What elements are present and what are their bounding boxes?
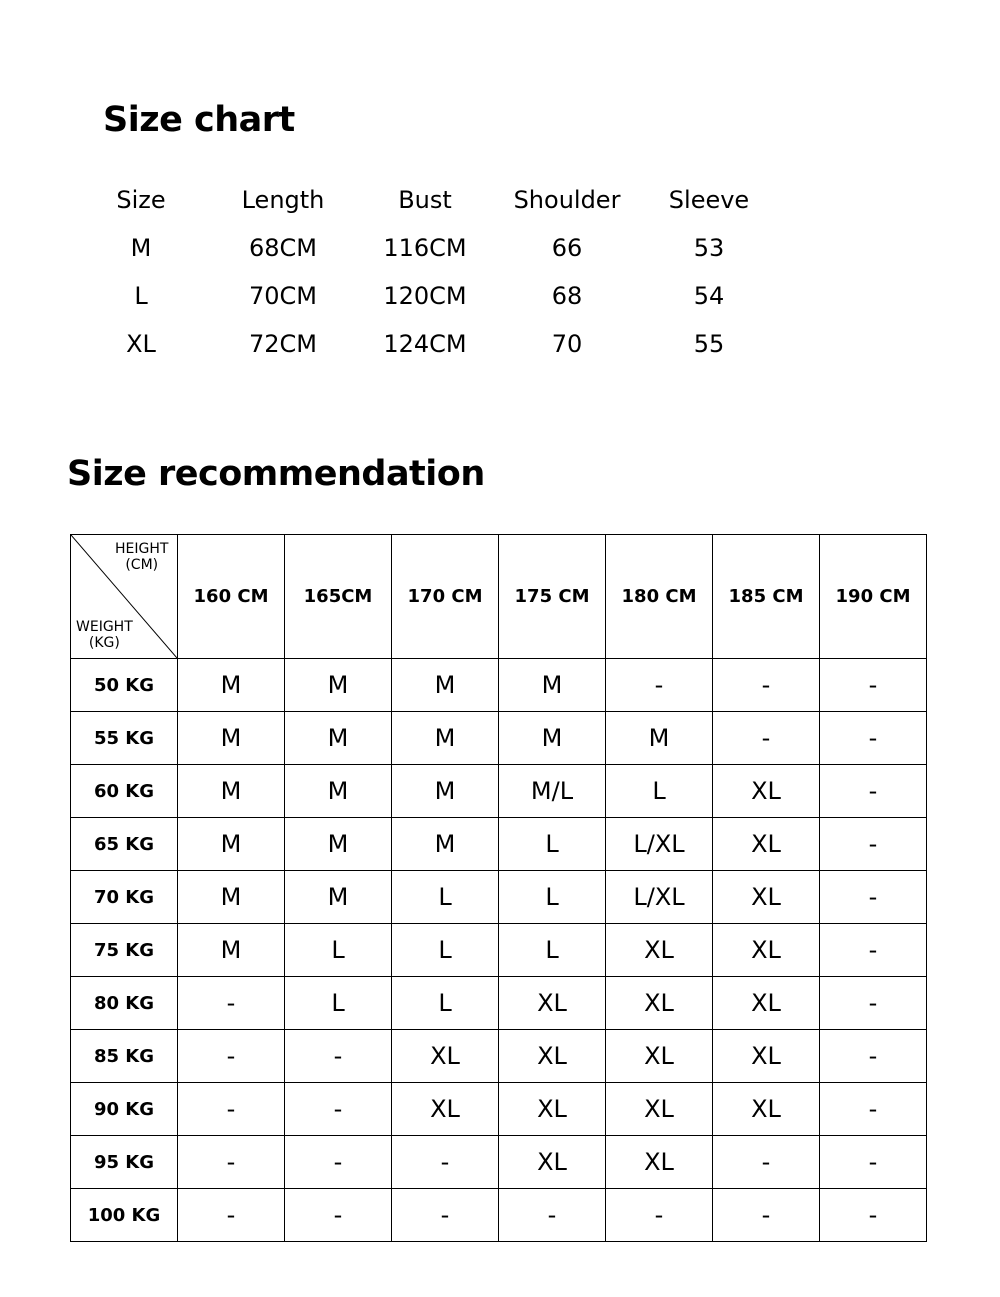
recommended-size-cell: L (499, 924, 606, 977)
weight-row-label: 65 KG (71, 818, 178, 871)
size-chart-title: Size chart (103, 100, 295, 140)
size-chart-cell: 120CM (383, 282, 467, 310)
recommended-size-cell: M (178, 712, 285, 765)
recommended-size-cell: M (178, 924, 285, 977)
recommended-size-cell: - (820, 818, 927, 871)
size-chart-cell: 70 (551, 330, 583, 358)
recommended-size-cell: XL (499, 977, 606, 1030)
size-chart-cell: 54 (693, 282, 725, 310)
recommended-size-cell: - (713, 1136, 820, 1189)
size-chart-cell: 124CM (383, 330, 467, 358)
height-column-header: 170 CM (392, 535, 499, 659)
weight-axis-label (76, 619, 133, 651)
recommended-size-cell: XL (713, 1083, 820, 1136)
recommended-size-cell: - (820, 1083, 927, 1136)
recommended-size-cell: - (820, 712, 927, 765)
height-column-header: 185 CM (713, 535, 820, 659)
recommended-size-cell: M (606, 712, 713, 765)
size-chart-cell: 72CM (248, 330, 317, 358)
size-chart-row (70, 224, 780, 272)
size-chart-cell: L (134, 282, 148, 310)
size-chart-cell: 70CM (248, 282, 317, 310)
size-recommendation-table (70, 534, 927, 1242)
recommended-size-cell: L/XL (606, 871, 713, 924)
recommended-size-cell: - (713, 659, 820, 712)
size-chart-cell: 116CM (383, 234, 467, 262)
recommended-size-cell: XL (606, 1083, 713, 1136)
weight-row-label: 50 KG (71, 659, 178, 712)
height-axis-label (115, 541, 168, 573)
recommended-size-cell: XL (392, 1030, 499, 1083)
weight-row (71, 1030, 927, 1083)
size-chart-cell: M (130, 234, 152, 262)
weight-row (71, 871, 927, 924)
weight-row-label: 70 KG (71, 871, 178, 924)
recommended-size-cell: - (820, 765, 927, 818)
recommended-size-cell: L/XL (606, 818, 713, 871)
weight-label-text: WEIGHT (76, 619, 133, 635)
size-recommendation-title: Size recommendation (67, 454, 485, 494)
weight-row-label: 85 KG (71, 1030, 178, 1083)
recommended-size-cell: L (392, 977, 499, 1030)
recommended-size-cell: - (285, 1189, 392, 1242)
size-chart-cell: 68 (551, 282, 583, 310)
recommended-size-cell: XL (606, 977, 713, 1030)
size-chart-header: Size (116, 186, 166, 214)
recommended-size-cell: M (499, 659, 606, 712)
height-column-header: 190 CM (820, 535, 927, 659)
height-unit-text: (CM) (125, 557, 159, 573)
recommended-size-cell: - (820, 977, 927, 1030)
recommended-size-cell: XL (713, 871, 820, 924)
recommended-size-cell: - (606, 1189, 713, 1242)
recommended-size-cell: XL (606, 1030, 713, 1083)
size-chart-cell: 68CM (248, 234, 317, 262)
weight-unit-text: (KG) (88, 635, 120, 651)
size-chart-cell: 55 (693, 330, 725, 358)
recommended-size-cell: XL (606, 1136, 713, 1189)
recommended-size-cell: XL (713, 924, 820, 977)
weight-row-label: 90 KG (71, 1083, 178, 1136)
weight-row-label: 55 KG (71, 712, 178, 765)
recommended-size-cell: L (392, 871, 499, 924)
recommended-size-cell: M (392, 818, 499, 871)
recommended-size-cell: - (820, 871, 927, 924)
recommended-size-cell: - (178, 1030, 285, 1083)
weight-row (71, 659, 927, 712)
recommended-size-cell: - (820, 1030, 927, 1083)
height-label-text: HEIGHT (115, 541, 169, 557)
recommended-size-cell: XL (713, 1030, 820, 1083)
recommended-size-cell: M (178, 659, 285, 712)
recommended-size-cell: - (178, 1136, 285, 1189)
recommended-size-cell: M (392, 712, 499, 765)
size-chart-row (70, 272, 780, 320)
weight-row-label: 60 KG (71, 765, 178, 818)
recommended-size-cell: L (499, 818, 606, 871)
size-chart-row (70, 320, 780, 368)
recommended-size-cell: XL (392, 1083, 499, 1136)
recommended-size-cell: - (178, 1189, 285, 1242)
height-column-header: 180 CM (606, 535, 713, 659)
height-column-header: 160 CM (178, 535, 285, 659)
recommended-size-cell: L (499, 871, 606, 924)
recommended-size-cell: M (178, 871, 285, 924)
recommended-size-cell: - (713, 712, 820, 765)
height-column-header: 165CM (285, 535, 392, 659)
recommended-size-cell: - (820, 924, 927, 977)
recommended-size-cell: XL (713, 977, 820, 1030)
recommended-size-cell: - (178, 1083, 285, 1136)
recommended-size-cell: M (285, 712, 392, 765)
recommended-size-cell: XL (713, 765, 820, 818)
weight-row (71, 818, 927, 871)
size-chart-cell: XL (126, 330, 156, 358)
recommended-size-cell: XL (606, 924, 713, 977)
recommended-size-cell: M (285, 871, 392, 924)
size-chart-cell: 66 (551, 234, 583, 262)
recommended-size-cell: M (178, 818, 285, 871)
recommended-size-cell: L (285, 924, 392, 977)
recommended-size-cell: XL (499, 1083, 606, 1136)
size-chart-header: Length (241, 186, 325, 214)
size-chart-header: Shoulder (513, 186, 621, 214)
recommended-size-cell: - (606, 659, 713, 712)
recommended-size-cell: M (392, 659, 499, 712)
weight-row (71, 712, 927, 765)
recommended-size-cell: - (820, 659, 927, 712)
recommended-size-cell: - (392, 1189, 499, 1242)
recommended-size-cell: - (499, 1189, 606, 1242)
recommended-size-cell: M (178, 765, 285, 818)
size-chart-header: Bust (398, 186, 452, 214)
recommended-size-cell: - (820, 1136, 927, 1189)
recommended-size-cell: L (606, 765, 713, 818)
recommended-size-cell: - (285, 1030, 392, 1083)
recommended-size-cell: - (285, 1083, 392, 1136)
height-column-header: 175 CM (499, 535, 606, 659)
weight-row (71, 1136, 927, 1189)
weight-row (71, 924, 927, 977)
weight-row (71, 977, 927, 1030)
weight-row-label: 95 KG (71, 1136, 178, 1189)
size-chart (70, 176, 780, 368)
recommended-size-cell: M/L (499, 765, 606, 818)
recommended-size-cell: M (285, 765, 392, 818)
weight-row (71, 765, 927, 818)
height-header-row (71, 535, 927, 659)
weight-row-label: 80 KG (71, 977, 178, 1030)
weight-row (71, 1189, 927, 1242)
recommended-size-cell: - (392, 1136, 499, 1189)
weight-row (71, 1083, 927, 1136)
recommended-size-cell: - (820, 1189, 927, 1242)
recommended-size-cell: L (392, 924, 499, 977)
table-corner-cell (71, 535, 178, 659)
recommended-size-cell: - (178, 977, 285, 1030)
recommended-size-cell: L (285, 977, 392, 1030)
size-chart-header-row (70, 176, 780, 224)
weight-row-label: 100 KG (71, 1189, 178, 1242)
recommended-size-cell: XL (499, 1136, 606, 1189)
recommended-size-cell: XL (499, 1030, 606, 1083)
recommended-size-cell: - (285, 1136, 392, 1189)
recommended-size-cell: XL (713, 818, 820, 871)
recommended-size-cell: M (392, 765, 499, 818)
weight-row-label: 75 KG (71, 924, 178, 977)
recommended-size-cell: M (285, 818, 392, 871)
recommended-size-cell: - (713, 1189, 820, 1242)
recommended-size-cell: M (285, 659, 392, 712)
size-chart-cell: 53 (693, 234, 725, 262)
size-chart-header: Sleeve (668, 186, 750, 214)
recommended-size-cell: M (499, 712, 606, 765)
